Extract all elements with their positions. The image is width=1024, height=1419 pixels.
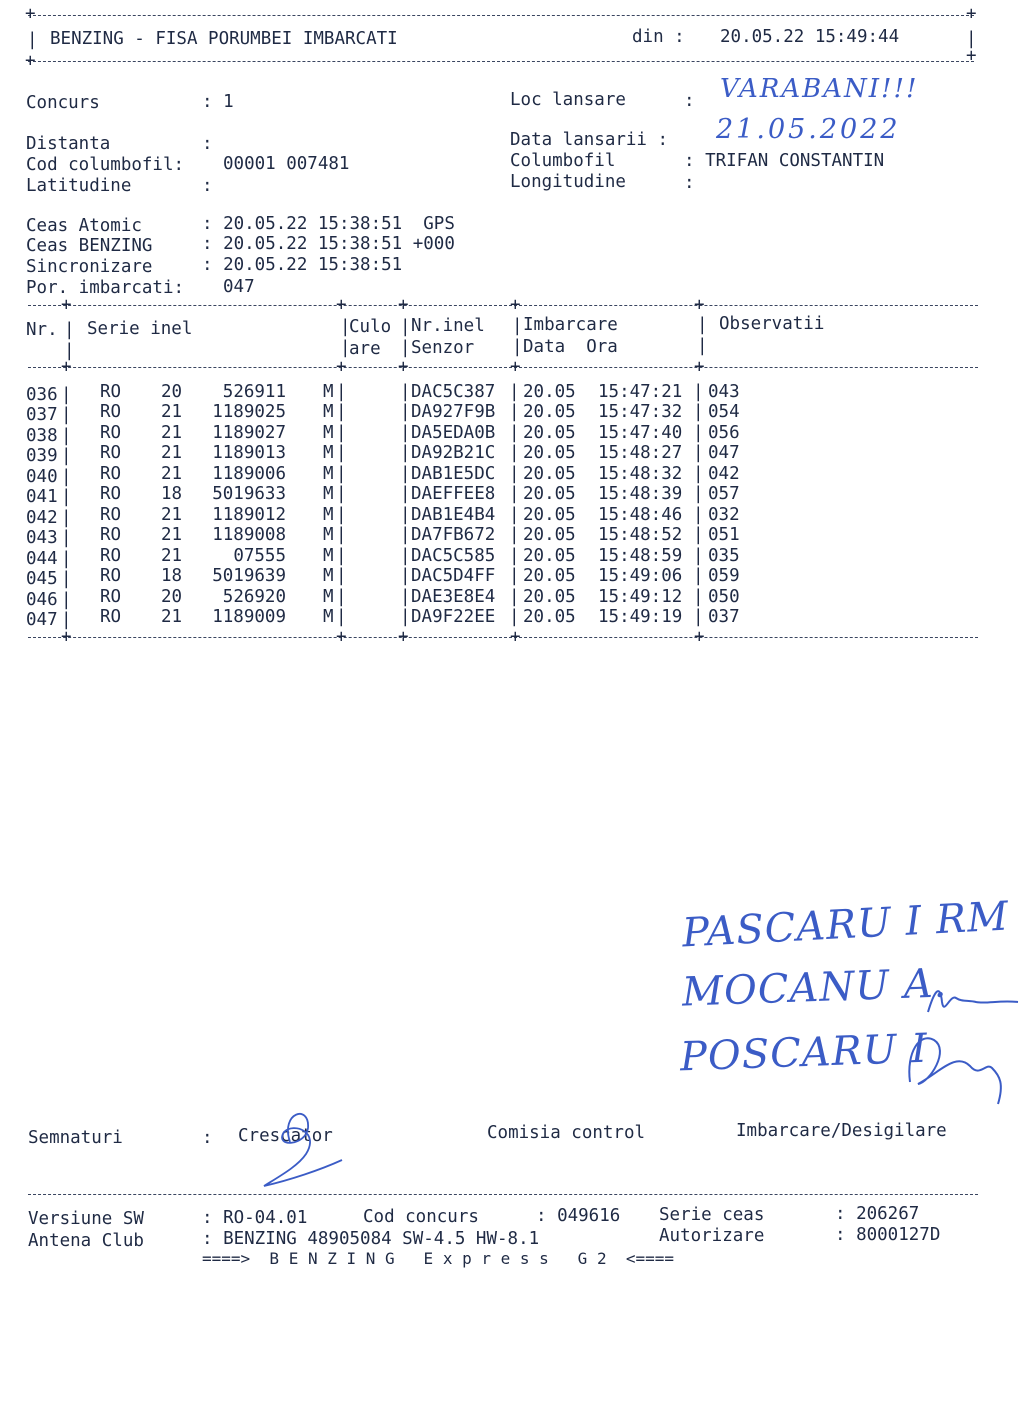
- table-mid-plus-5: +: [694, 357, 705, 377]
- row-obs: 043: [708, 382, 740, 402]
- table-bot-plus-4: +: [510, 627, 521, 647]
- table-bot-plus-3: +: [398, 627, 409, 647]
- row-sep-sex: |: [336, 504, 347, 525]
- row-sep-sex: |: [336, 525, 347, 546]
- row-sep-culoare: |: [400, 443, 411, 464]
- row-data: 20.05: [523, 566, 576, 587]
- crescator-label: Crescator: [238, 1126, 333, 1146]
- row-sex: M: [323, 443, 334, 464]
- row-an: 21: [161, 463, 183, 484]
- row-an: 20: [161, 586, 183, 607]
- row-sep-ora: |: [693, 402, 704, 423]
- row-sep-sex: |: [336, 382, 347, 402]
- row-sep-nr: |: [61, 425, 72, 446]
- row-sep-senzor: |: [509, 586, 520, 607]
- row-ora: 15:48:59: [598, 545, 683, 566]
- cod-concurs-label: Cod concurs: [363, 1207, 479, 1227]
- imbarcare-desigilare-label: Imbarcare/Desigilare: [736, 1121, 947, 1141]
- ceas-atomic-value: : 20.05.22 15:38:51 GPS: [202, 214, 455, 234]
- row-sep-culoare: |: [400, 504, 411, 525]
- ceas-benzing-value: : 20.05.22 15:38:51 +000: [202, 234, 455, 254]
- row-an: 21: [161, 606, 183, 627]
- row-senzor: DAC5C585: [411, 545, 496, 566]
- row-an: 18: [161, 566, 183, 587]
- col-sep-1: |: [64, 320, 75, 340]
- row-obs: 056: [708, 422, 740, 443]
- benzing-banner: ====> B E N Z I N G E x p r e s s G 2 <====: [202, 1249, 675, 1268]
- row-sep-ora: |: [693, 586, 704, 607]
- row-an: 20: [161, 382, 183, 402]
- row-sex: M: [323, 504, 334, 525]
- col-header-observatii: Observatii: [719, 314, 825, 334]
- row-inel: 1189012: [212, 504, 286, 525]
- row-tara: RO: [100, 566, 122, 587]
- row-sep-ora: |: [693, 504, 704, 525]
- header-datetime: 20.05.22 15:49:44: [720, 27, 900, 47]
- signature-poscaru-icon: [900, 1022, 1020, 1112]
- row-inel: 526920: [222, 586, 286, 607]
- row-tara: RO: [100, 463, 122, 484]
- row-sep-nr: |: [61, 548, 72, 569]
- data-lansarii-handwritten: 21.05.2022: [716, 114, 901, 145]
- row-tara: RO: [100, 525, 122, 546]
- row-an: 21: [161, 402, 183, 423]
- col-sep-4b: |: [512, 337, 523, 357]
- row-sep-sex: |: [336, 545, 347, 566]
- table-bot-plus-2: +: [336, 627, 347, 647]
- row-sep-senzor: |: [509, 545, 520, 566]
- row-sep-senzor: |: [509, 504, 520, 525]
- table-top-plus-4: +: [510, 295, 521, 315]
- row-nr: 042: [26, 507, 58, 528]
- header-plus-br: +: [966, 46, 977, 66]
- row-an: 18: [161, 484, 183, 505]
- ceas-benzing-label: Ceas BENZING: [26, 236, 153, 256]
- row-an: 21: [161, 545, 183, 566]
- row-sep-nr: |: [61, 487, 72, 508]
- data-lansarii-label: Data lansarii :: [510, 130, 669, 150]
- row-inel: 1189013: [212, 443, 286, 464]
- distanta-colon: :: [202, 134, 213, 154]
- row-sep-culoare: |: [400, 463, 411, 484]
- row-sep-culoare: |: [400, 566, 411, 587]
- cod-columbofil-label: Cod columbofil:: [26, 155, 185, 175]
- table-top-rule: [28, 305, 978, 306]
- table-top-plus-3: +: [398, 295, 409, 315]
- row-sep-nr: |: [61, 446, 72, 467]
- row-obs: 054: [708, 402, 740, 423]
- row-sep-senzor: |: [509, 382, 520, 402]
- row-sep-culoare: |: [400, 382, 411, 402]
- row-obs: 047: [708, 443, 740, 464]
- table-mid-plus-2: +: [336, 357, 347, 377]
- row-sep-senzor: |: [509, 422, 520, 443]
- row-sep-sex: |: [336, 422, 347, 443]
- row-ora: 15:47:21: [598, 382, 683, 402]
- handwritten-name-1: PASCARU I RM: [681, 893, 1011, 957]
- concurs-label: Concurs: [26, 93, 100, 113]
- row-an: 21: [161, 504, 183, 525]
- header-right-bar: |: [966, 29, 977, 49]
- sincronizare-value: : 20.05.22 15:38:51: [202, 255, 403, 275]
- row-senzor: DAB1E5DC: [411, 463, 496, 484]
- signature-crescator-icon: [250, 1102, 360, 1192]
- row-sex: M: [323, 586, 334, 607]
- row-nr: 041: [26, 487, 58, 508]
- row-sep-culoare: |: [400, 422, 411, 443]
- row-inel: 5019639: [212, 566, 286, 587]
- table-mid-plus-1: +: [61, 357, 72, 377]
- row-data: 20.05: [523, 463, 576, 484]
- row-sep-culoare: |: [400, 402, 411, 423]
- row-sep-senzor: |: [509, 402, 520, 423]
- row-ora: 15:47:32: [598, 402, 683, 423]
- versiune-value: : RO-04.01: [202, 1208, 308, 1228]
- row-sep-ora: |: [693, 566, 704, 587]
- row-inel: 1189025: [212, 402, 286, 423]
- row-obs: 051: [708, 525, 740, 546]
- col-sep-3b: |: [400, 338, 411, 358]
- table-mid-plus-3: +: [398, 357, 409, 377]
- row-ora: 15:48:52: [598, 525, 683, 546]
- row-inel: 1189006: [212, 463, 286, 484]
- longitudine-label: Longitudine: [510, 172, 626, 192]
- row-ora: 15:48:46: [598, 504, 683, 525]
- row-sep-culoare: |: [400, 545, 411, 566]
- col-sep-5: |: [697, 315, 708, 335]
- row-sep-ora: |: [693, 463, 704, 484]
- table-bot-plus-5: +: [694, 627, 705, 647]
- row-sep-ora: |: [693, 525, 704, 546]
- row-obs: 035: [708, 545, 740, 566]
- row-sep-senzor: |: [509, 443, 520, 464]
- row-data: 20.05: [523, 382, 576, 402]
- row-obs: 057: [708, 484, 740, 505]
- row-inel: 1189027: [212, 422, 286, 443]
- header-plus-tr: +: [966, 4, 977, 24]
- longitudine-colon: :: [684, 173, 695, 193]
- row-senzor: DA9F22EE: [411, 606, 496, 627]
- row-sep-senzor: |: [509, 566, 520, 587]
- row-senzor: DAEFFEE8: [411, 484, 496, 505]
- semnaturi-label: Semnaturi: [28, 1128, 123, 1148]
- loc-lansare-handwritten: VARABANI!!!: [720, 74, 919, 104]
- handwritten-name-3: POSCARU I: [679, 1025, 929, 1081]
- row-inel: 07555: [233, 545, 286, 566]
- row-sex: M: [323, 402, 334, 423]
- col-sep-1b: |: [64, 341, 75, 361]
- col-header-serie: Serie inel: [87, 319, 193, 339]
- row-sep-nr: |: [61, 507, 72, 528]
- row-obs: 032: [708, 504, 740, 525]
- row-ora: 15:47:40: [598, 422, 683, 443]
- row-obs: 059: [708, 566, 740, 587]
- row-senzor: DA927F9B: [411, 402, 496, 423]
- table-mid-plus-4: +: [510, 357, 521, 377]
- row-ora: 15:48:39: [598, 484, 683, 505]
- row-sex: M: [323, 566, 334, 587]
- row-senzor: DAB1E4B4: [411, 504, 496, 525]
- table-bottom-rule: [28, 637, 978, 638]
- row-sep-culoare: |: [400, 586, 411, 607]
- row-sex: M: [323, 382, 334, 402]
- row-sep-culoare: |: [400, 606, 411, 627]
- table-top-plus-2: +: [336, 295, 347, 315]
- ceas-atomic-label: Ceas Atomic: [26, 216, 142, 236]
- col-sep-4: |: [512, 316, 523, 336]
- row-nr: 036: [26, 385, 58, 405]
- row-sex: M: [323, 484, 334, 505]
- header-top-rule: [28, 15, 974, 16]
- row-data: 20.05: [523, 525, 576, 546]
- row-ora: 15:49:06: [598, 566, 683, 587]
- row-tara: RO: [100, 443, 122, 464]
- col-header-nrinel-2: Senzor: [411, 338, 475, 358]
- row-data: 20.05: [523, 586, 576, 607]
- row-sep-ora: |: [693, 422, 704, 443]
- col-sep-5b: |: [697, 336, 708, 356]
- row-obs: 037: [708, 606, 740, 627]
- row-nr: 047: [26, 609, 58, 630]
- concurs-value: : 1: [202, 92, 234, 112]
- row-sep-senzor: |: [509, 484, 520, 505]
- distanta-label: Distanta: [26, 134, 111, 154]
- autorizare-label: Autorizare: [659, 1226, 765, 1246]
- por-imbarcati-label: Por. imbarcati:: [26, 278, 185, 298]
- col-sep-3: |: [400, 317, 411, 337]
- doc-title: BENZING - FISA PORUMBEI IMBARCATI: [50, 29, 398, 49]
- row-sex: M: [323, 545, 334, 566]
- footer-rule: [28, 1194, 978, 1195]
- autorizare-value: : 8000127D: [835, 1225, 941, 1245]
- row-nr: 037: [26, 405, 58, 426]
- row-sex: M: [323, 463, 334, 484]
- row-sep-senzor: |: [509, 606, 520, 627]
- row-inel: 526911: [222, 382, 286, 402]
- header-plus-bl: +: [25, 51, 36, 71]
- row-data: 20.05: [523, 443, 576, 464]
- row-nr: 046: [26, 589, 58, 610]
- table-top-plus-1: +: [61, 295, 72, 315]
- row-senzor: DAE3E8E4: [411, 586, 496, 607]
- row-an: 21: [161, 525, 183, 546]
- din-label: din :: [632, 27, 685, 47]
- row-sep-sex: |: [336, 566, 347, 587]
- serie-ceas-label: Serie ceas: [659, 1205, 765, 1225]
- row-data: 20.05: [523, 484, 576, 505]
- loc-lansare-label: Loc lansare: [510, 90, 626, 110]
- row-sep-nr: |: [61, 466, 72, 487]
- row-inel: 1189009: [212, 606, 286, 627]
- col-header-nrinel-1: Nr.inel: [411, 316, 485, 336]
- row-sep-nr: |: [61, 385, 72, 405]
- row-senzor: DA5EDA0B: [411, 422, 496, 443]
- row-nr: 040: [26, 466, 58, 487]
- row-sep-sex: |: [336, 443, 347, 464]
- row-ora: 15:49:19: [598, 606, 683, 627]
- row-sep-ora: |: [693, 484, 704, 505]
- row-sep-ora: |: [693, 606, 704, 627]
- row-sep-sex: |: [336, 402, 347, 423]
- row-nr: 043: [26, 528, 58, 549]
- row-sep-nr: |: [61, 589, 72, 610]
- row-sep-culoare: |: [400, 484, 411, 505]
- row-sep-ora: |: [693, 382, 704, 402]
- col-header-imbarcare-2: Data Ora: [523, 337, 618, 357]
- latitudine-label: Latitudine: [26, 176, 132, 196]
- row-tara: RO: [100, 382, 122, 402]
- row-nr: 038: [26, 425, 58, 446]
- col-sep-2: |: [340, 317, 351, 337]
- col-header-culoare-2: are: [349, 339, 381, 359]
- antena-value: : BENZING 48905084 SW-4.5 HW-8.1: [202, 1229, 540, 1249]
- row-nr: 044: [26, 548, 58, 569]
- row-sex: M: [323, 422, 334, 443]
- row-data: 20.05: [523, 402, 576, 423]
- loc-lansare-colon: :: [684, 91, 695, 111]
- row-ora: 15:49:12: [598, 586, 683, 607]
- row-obs: 042: [708, 463, 740, 484]
- col-header-nr: Nr.: [26, 320, 58, 340]
- row-tara: RO: [100, 586, 122, 607]
- row-nr: 045: [26, 569, 58, 590]
- row-tara: RO: [100, 402, 122, 423]
- semnaturi-colon: :: [202, 1128, 213, 1148]
- row-sep-nr: |: [61, 528, 72, 549]
- row-data: 20.05: [523, 606, 576, 627]
- row-sep-sex: |: [336, 463, 347, 484]
- row-nr: 039: [26, 446, 58, 467]
- row-senzor: DAC5D4FF: [411, 566, 496, 587]
- header-left-bar: |: [27, 30, 38, 50]
- table-bot-plus-1: +: [61, 627, 72, 647]
- header-bottom-rule: [28, 61, 974, 62]
- row-senzor: DA92B21C: [411, 443, 496, 464]
- row-data: 20.05: [523, 545, 576, 566]
- antena-label: Antena Club: [28, 1231, 144, 1251]
- col-sep-2b: |: [340, 338, 351, 358]
- table-header-rule: [28, 367, 978, 368]
- comisia-control-label: Comisia control: [487, 1123, 646, 1143]
- row-data: 20.05: [523, 422, 576, 443]
- row-tara: RO: [100, 504, 122, 525]
- row-ora: 15:48:27: [598, 443, 683, 464]
- row-ora: 15:48:32: [598, 463, 683, 484]
- row-sep-nr: |: [61, 569, 72, 590]
- row-sex: M: [323, 606, 334, 627]
- row-an: 21: [161, 443, 183, 464]
- serie-ceas-value: : 206267: [835, 1204, 920, 1224]
- row-sep-ora: |: [693, 545, 704, 566]
- columbofil-label: Columbofil: [510, 151, 616, 171]
- row-sep-culoare: |: [400, 525, 411, 546]
- row-sep-nr: |: [61, 609, 72, 630]
- row-tara: RO: [100, 545, 122, 566]
- handwritten-name-2: MOCANU A.: [681, 960, 949, 1016]
- row-tara: RO: [100, 484, 122, 505]
- versiune-label: Versiune SW: [28, 1209, 144, 1229]
- col-header-imbarcare-1: Imbarcare: [523, 315, 618, 335]
- row-senzor: DA7FB672: [411, 525, 496, 546]
- row-sep-sex: |: [336, 606, 347, 627]
- row-tara: RO: [100, 422, 122, 443]
- row-sep-senzor: |: [509, 463, 520, 484]
- header-plus-tl: +: [25, 4, 36, 24]
- row-obs: 050: [708, 586, 740, 607]
- row-inel: 1189008: [212, 525, 286, 546]
- cod-columbofil-value: 00001 007481: [223, 154, 350, 174]
- row-sep-sex: |: [336, 586, 347, 607]
- row-sep-ora: |: [693, 443, 704, 464]
- sincronizare-label: Sincronizare: [26, 257, 153, 277]
- cod-concurs-value: : 049616: [536, 1206, 621, 1226]
- row-sex: M: [323, 525, 334, 546]
- table-top-plus-5: +: [694, 295, 705, 315]
- columbofil-value: : TRIFAN CONSTANTIN: [684, 151, 885, 171]
- row-sep-nr: |: [61, 405, 72, 426]
- row-sep-sex: |: [336, 484, 347, 505]
- latitudine-colon: :: [202, 176, 213, 196]
- por-imbarcati-value: 047: [223, 277, 255, 297]
- row-data: 20.05: [523, 504, 576, 525]
- row-tara: RO: [100, 606, 122, 627]
- row-senzor: DAC5C387: [411, 382, 496, 402]
- row-an: 21: [161, 422, 183, 443]
- row-sep-senzor: |: [509, 525, 520, 546]
- col-header-culoare-1: Culo: [349, 317, 392, 337]
- row-inel: 5019633: [212, 484, 286, 505]
